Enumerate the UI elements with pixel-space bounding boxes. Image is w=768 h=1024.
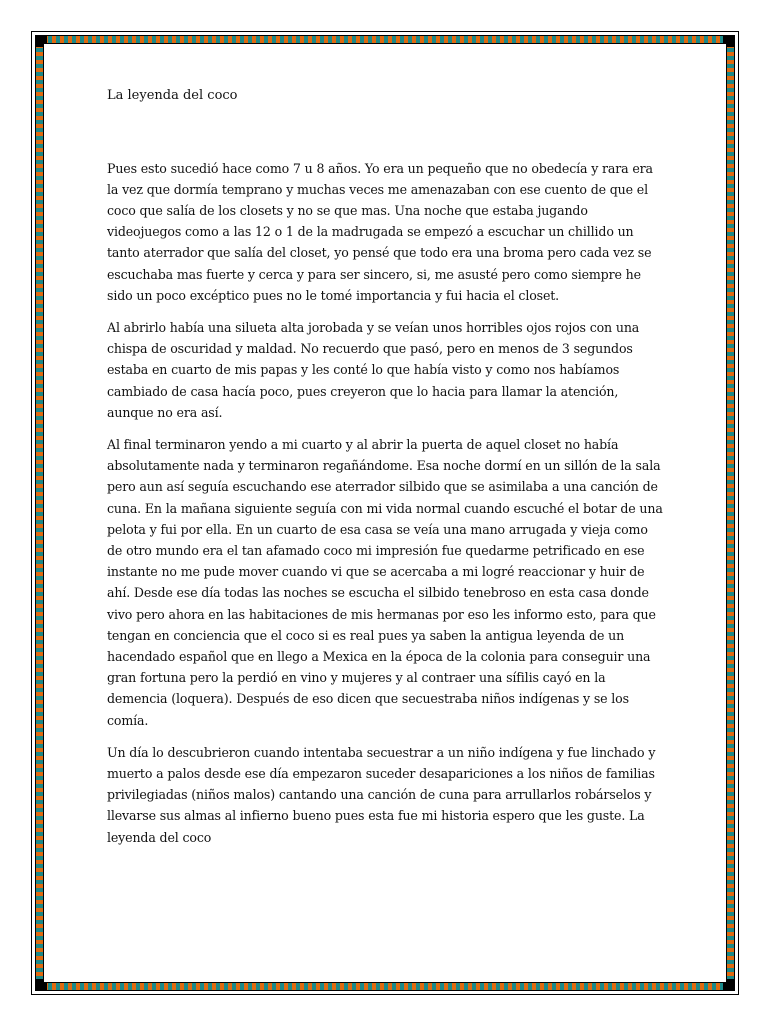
paragraph-1: Pues esto sucedió hace como 7 u 8 años. Yo era un pequeño que no obedecía y rara era la vez que dormía temprano y muchas veces me amenazaban con ese cuento de que el coco que salía de los closets y no se que mas. Una noche que estaba jugando videojuegos como a las 12 o 1 de la madrugada se empezó a escuchar un chillido un tanto aterrador que salía del closet, yo pensé que todo era una broma pero cada vez se escuchaba mas fuerte y cerca y para ser sincero, si, me asusté pero como siempre he sido un poco excéptico pues no le tomé importancia y fui hacia el closet. [107, 160, 653, 303]
document-title: La leyenda del coco [107, 88, 238, 103]
paragraph-2: Al abrirlo había una silueta alta jorobada y se veían unos horribles ojos rojos con una chispa de oscuridad y maldad. No recuerdo que pasó, pero en menos de 3 segundos estaba en cuarto de mis papas y les conté lo que había visto y como nos habíamos cambiado de casa hacía poco, pues creyeron que lo hacia para llamar la atención, aunque no era así. [107, 320, 640, 420]
paragraph-3: Al final terminaron yendo a mi cuarto y al abrir la puerta de aquel closet no había absolutamente nada y terminaron regañándome. Esa noche dormí en un sillón de la sala pero aun así seguía escuchando ese aterrador silbido que se asimilaba a una canción de cuna. En la mañana siguiente seguía con mi vida normal cuando escuché el botar de una pelota y fui por ella. En un cuarto de esa casa se veía una mano arrugada y vieja como de otro mundo era el tan afamado coco mi impresión fue quedarme petrificado en ese instante no me pude mover cuando vi que se acercaba a mi logré reaccionar y huir de ahí. Desde ese día todas las noches se escucha el silbido tenebroso en esta casa donde vivo pero ahora en las habitaciones de mis hermanas por eso les informo esto, para que tengan en conciencia que el coco si es real pues ya saben la antigua leyenda de un hacendado español que en llego a Mexica en la época de la colonia para conseguir una gran fortuna pero la perdió en vino y mujeres y al contraer una sífilis cayó en la demencia (loquera). Después de eso dicen que secuestraba niños indígenas y se los comía. [107, 437, 663, 728]
document-body [107, 88, 663, 859]
paragraph-4: Un día lo descubrieron cuando intentaba secuestrar a un niño indígena y fue linchado y muerto a palos desde ese día empezaron suceder desapariciones a los niños de familias privilegiadas (niños malos) cantando una canción de cuna para arrullarlos robárselos y llevarse sus almas al infierno bueno pues esta fue mi historia espero que les guste. La leyenda del coco [107, 744, 656, 845]
